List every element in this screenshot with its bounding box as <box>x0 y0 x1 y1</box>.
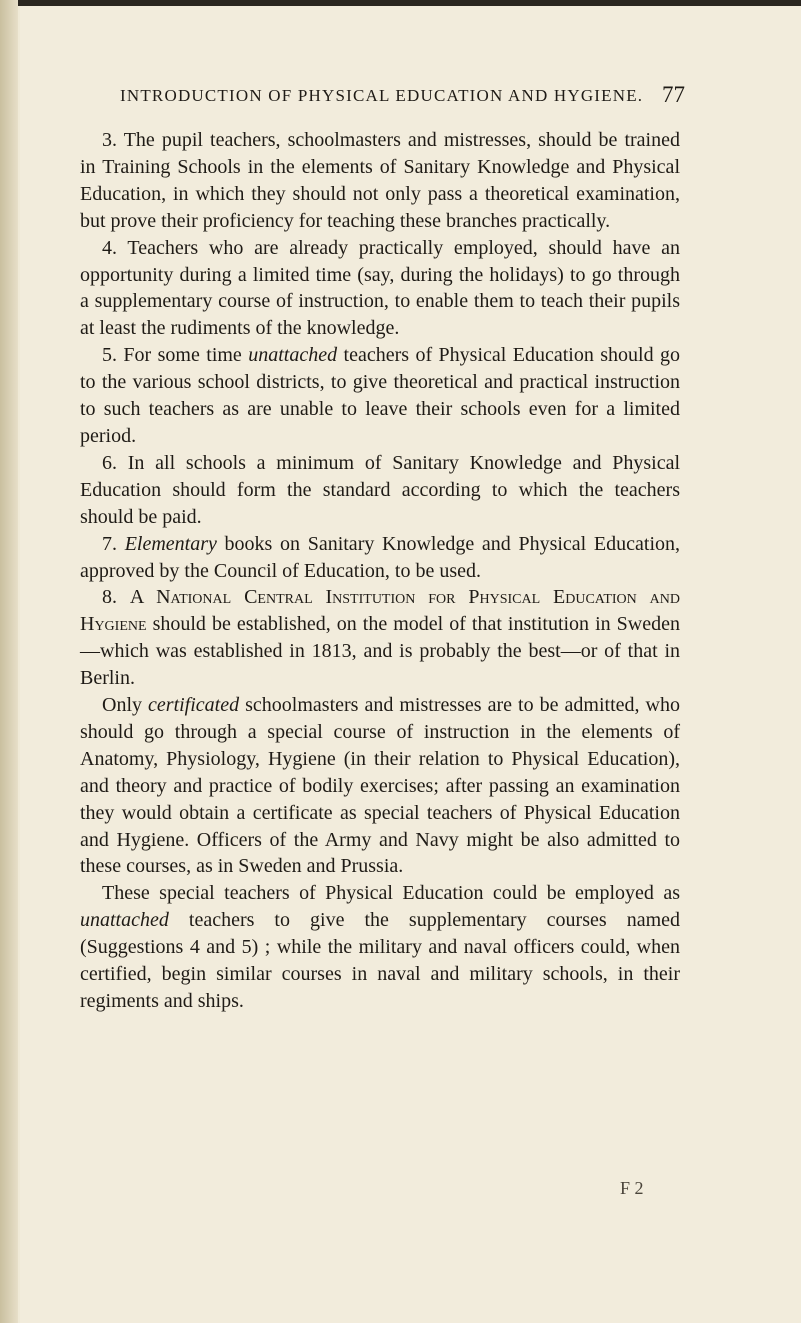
p7-after: books on Sanitary Knowledge and Physical Education, approved by the Council of Education, to be used. <box>80 532 680 582</box>
p8-after: should be established, on the model of that institution in Sweden—which was established in 1813, and is probably the best—or of that in Berlin. <box>80 613 680 690</box>
p7-before: 7. <box>102 532 125 555</box>
paragraph-3: 3. The pupil teachers, schoolmasters and mistresses, should be trained in Training Schools in the elements of Sanitary Knowledge and Physical Education, in which they should not only pass a theoretical examination, but prove their proficiency for teaching these branches practically. <box>80 129 680 232</box>
p10-after: teachers to give the supplementary courses named (Suggestions 4 and 5) ; while the military and naval officers could, when certified, begin similar courses in naval and military schools, in their regiments and ships. <box>80 909 680 1012</box>
paragraph-6: 6. In all schools a minimum of Sanitary Knowledge and Physical Education should form the standard according to which the teachers should be paid. <box>80 451 680 528</box>
running-header <box>120 82 685 107</box>
p7-italic: Elementary <box>124 532 217 555</box>
p5-after: teachers of Physical Education should go to the various school districts, to give theoretical and practical instruction to such teachers as are unable to leave their schools even for a limited period. <box>80 344 680 447</box>
p9-after: schoolmasters and mistresses are to be admitted, who should go through a special course of instruction in the elements of Anatomy, Physiology, Hygiene (in their relation to Physical Education), and theory and practice of bodily exercises; after passing an examination they would obtain a certificate as special teachers of Physical Education and Hygiene. Officers of the Army and Navy might be also admitted to these courses, as in Sweden and Prussia. <box>80 694 680 878</box>
signature-mark: F 2 <box>620 1178 644 1198</box>
p10-italic: unattached <box>80 909 169 932</box>
p9-before: Only <box>102 694 149 717</box>
paragraph-5 <box>80 342 680 450</box>
body-text <box>80 127 680 1015</box>
paragraph-10 <box>80 880 680 1015</box>
p5-italic: unattached <box>248 344 338 367</box>
paragraph-9 <box>80 692 680 880</box>
paragraph-8 <box>80 584 680 692</box>
paragraph-4: 4. Teachers who are already practically employed, should have an opportunity during a limited time (say, during the holidays) to go through a supplementary course of instruction, to enable them to teach their pupils at least the rudiments of the knowledge. <box>80 236 680 340</box>
p10-before: These special teachers of Physical Education could be employed as <box>102 882 680 905</box>
p8-before: 8. <box>102 586 130 609</box>
running-title: INTRODUCTION OF PHYSICAL EDUCATION AND HYGIENE. <box>120 86 644 105</box>
p9-italic: certificated <box>148 694 240 717</box>
paragraph-7 <box>80 531 680 585</box>
p5-before: 5. For some time <box>102 344 249 367</box>
page-number: 77 <box>662 82 685 107</box>
binding-shadow <box>0 0 18 1323</box>
p8-smallcaps: A National Central Institution for Physical Education and Hygiene <box>80 586 680 636</box>
